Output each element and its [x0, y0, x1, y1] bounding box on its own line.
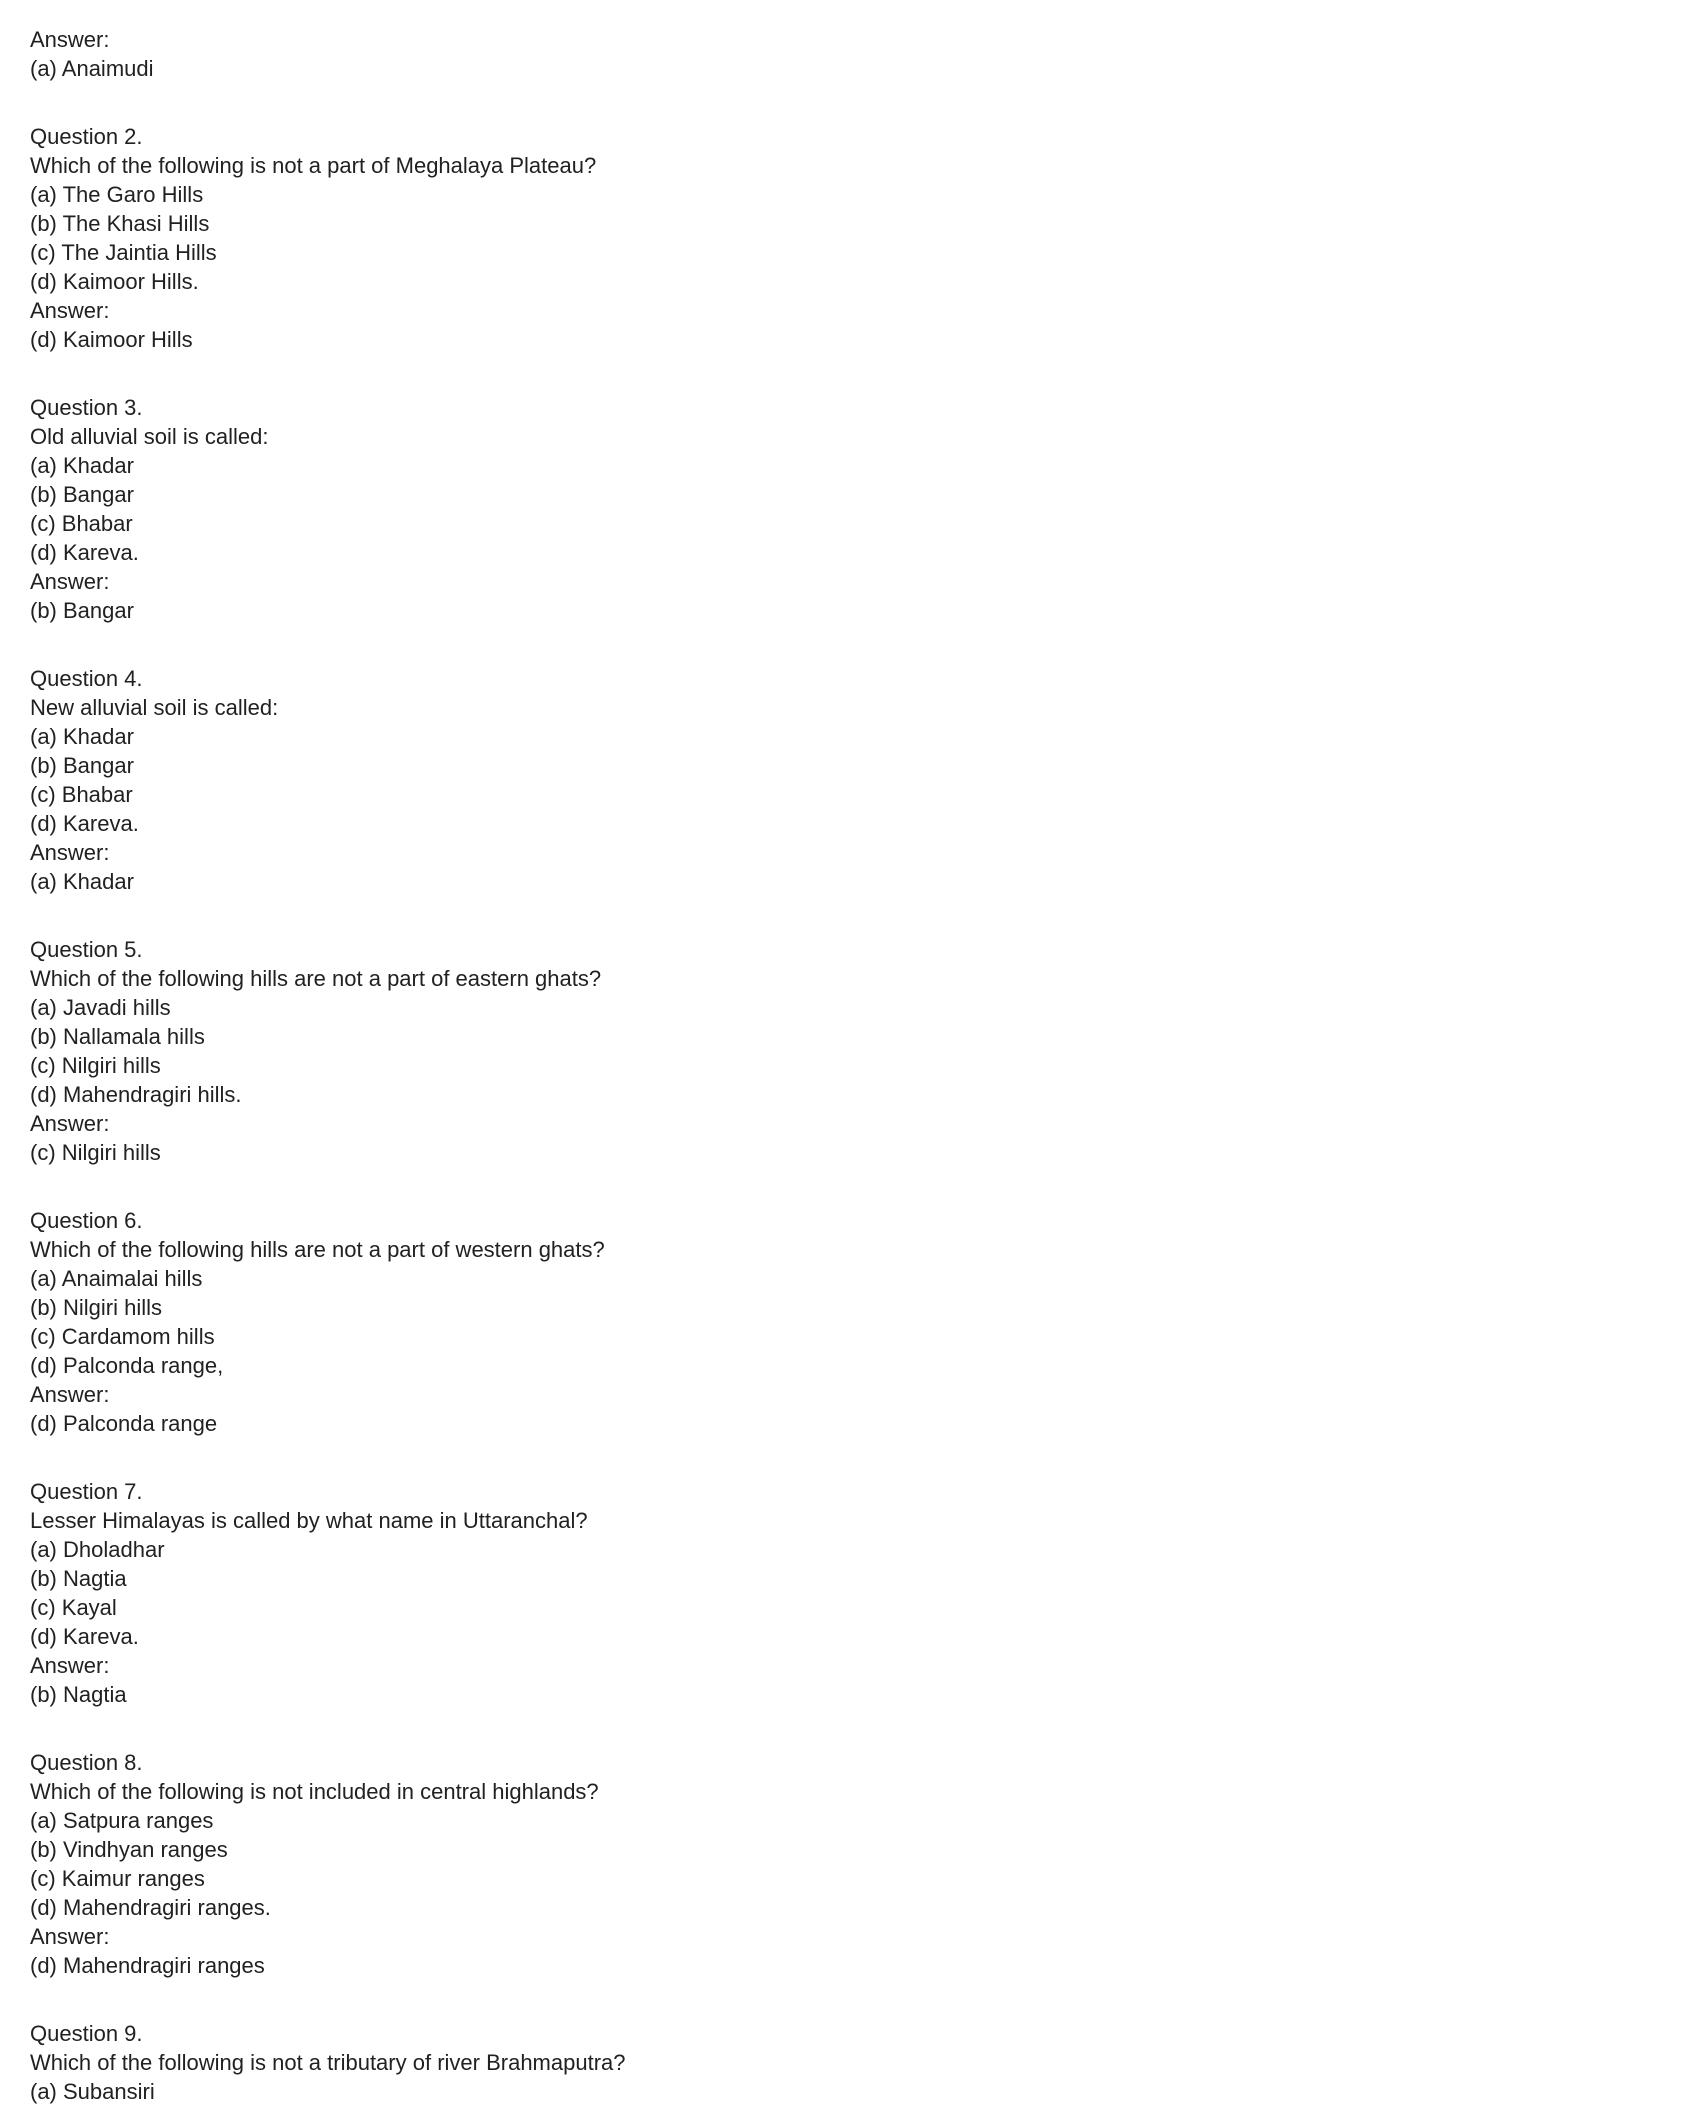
option-d: (d) Mahendragiri hills.: [30, 1082, 242, 1107]
option-a: (a) Javadi hills: [30, 995, 171, 1020]
answer-label: Answer:: [30, 27, 110, 52]
question-number: Question 8.: [30, 1750, 143, 1775]
question-text: New alluvial soil is called:: [30, 695, 279, 720]
question-number: Question 5.: [30, 937, 143, 962]
answer-label: Answer:: [30, 840, 110, 865]
answer-value: (b) Nagtia: [30, 1682, 127, 1707]
option-a: (a) Subansiri: [30, 2079, 155, 2104]
option-b: (b) Nilgiri hills: [30, 1295, 163, 1320]
answer-label: Answer:: [30, 1111, 110, 1136]
option-b: (b) Vindhyan ranges: [30, 1837, 228, 1862]
question-text: Which of the following hills are not a part of eastern ghats?: [30, 966, 602, 991]
answer-label: Answer:: [30, 569, 110, 594]
question-8-block: [30, 1748, 1660, 1980]
question-number: Question 9.: [30, 2021, 143, 2046]
option-c: (c) Nilgiri hills: [30, 1053, 161, 1078]
option-b: (b) Bangar: [30, 482, 134, 507]
option-d: (d) Palconda range,: [30, 1353, 224, 1378]
question-4-block: [30, 664, 1660, 896]
answer-label: Answer:: [30, 1924, 110, 1949]
answer-label: Answer:: [30, 1653, 110, 1678]
question-number: Question 7.: [30, 1479, 143, 1504]
answer-value: (a) Khadar: [30, 869, 134, 894]
question-3-block: [30, 393, 1660, 625]
option-b: (b) The Khasi Hills: [30, 211, 210, 236]
option-b: (b) Nagtia: [30, 1566, 127, 1591]
answer-label: Answer:: [30, 298, 110, 323]
question-number: Question 4.: [30, 666, 143, 691]
answer-value: (d) Mahendragiri ranges: [30, 1953, 265, 1978]
question-number: Question 2.: [30, 124, 143, 149]
option-d: (d) Kareva.: [30, 811, 139, 836]
option-d: (d) Kareva.: [30, 540, 139, 565]
option-c: (c) Bhabar: [30, 511, 133, 536]
question-text: Which of the following hills are not a part of western ghats?: [30, 1237, 605, 1262]
answer-value: (d) Palconda range: [30, 1411, 218, 1436]
option-a: (a) Dholadhar: [30, 1537, 165, 1562]
answer-value: (c) Nilgiri hills: [30, 1140, 161, 1165]
option-d: (d) Mahendragiri ranges.: [30, 1895, 271, 1920]
option-d: (d) Kaimoor Hills.: [30, 269, 199, 294]
question-text: Which of the following is not included in central highlands?: [30, 1779, 599, 1804]
question-number: Question 3.: [30, 395, 143, 420]
question-text: Lesser Himalayas is called by what name in Uttaranchal?: [30, 1508, 588, 1533]
answer-value: (d) Kaimoor Hills: [30, 327, 193, 352]
option-b: (b) Nallamala hills: [30, 1024, 205, 1049]
question-7-block: [30, 1477, 1660, 1709]
option-c: (c) Bhabar: [30, 782, 133, 807]
answer-value: (a) Anaimudi: [30, 56, 154, 81]
option-a: (a) Khadar: [30, 724, 134, 749]
option-a: (a) The Garo Hills: [30, 182, 204, 207]
question-text: Which of the following is not a part of Meghalaya Plateau?: [30, 153, 597, 178]
question-text: Which of the following is not a tributary of river Brahmaputra?: [30, 2050, 626, 2075]
option-a: (a) Anaimalai hills: [30, 1266, 203, 1291]
option-c: (c) Kaimur ranges: [30, 1866, 205, 1891]
option-d: (d) Kareva.: [30, 1624, 139, 1649]
question-6-block: [30, 1206, 1660, 1438]
top-answer-fragment: [30, 25, 1660, 83]
option-a: (a) Khadar: [30, 453, 134, 478]
question-2-block: [30, 122, 1660, 354]
option-a: (a) Satpura ranges: [30, 1808, 214, 1833]
answer-label: Answer:: [30, 1382, 110, 1407]
question-number: Question 6.: [30, 1208, 143, 1233]
question-text: Old alluvial soil is called:: [30, 424, 269, 449]
option-c: (c) The Jaintia Hills: [30, 240, 217, 265]
question-9-block-partial: [30, 2019, 1660, 2106]
option-c: (c) Cardamom hills: [30, 1324, 215, 1349]
option-b: (b) Bangar: [30, 753, 134, 778]
option-c: (c) Kayal: [30, 1595, 117, 1620]
question-5-block: [30, 935, 1660, 1167]
answer-value: (b) Bangar: [30, 598, 134, 623]
